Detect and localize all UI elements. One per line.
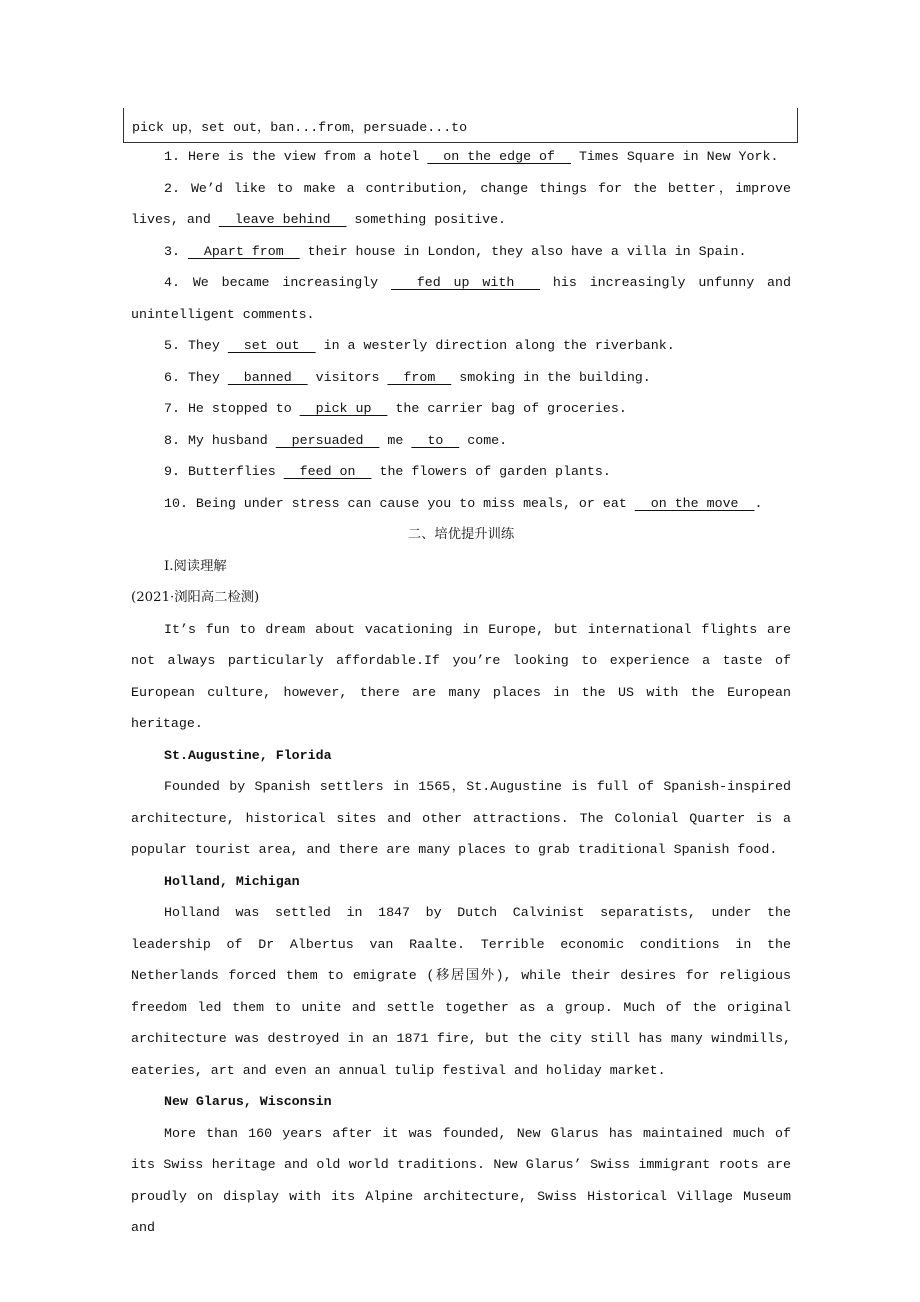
exercise-item: 4. We became increasingly fed up with his increasingly unfunny and unintelligent comments. bbox=[131, 275, 791, 322]
intro-paragraph: It’s fun to dream about vacationing in Europe, but international flights are not always particularly affordable.If you’re looking to experience a taste of European culture, however, there are many places in the US with the European heritage. bbox=[131, 621, 791, 731]
exercise-item: 6. They banned visitors from smoking in the building. bbox=[164, 369, 651, 385]
part-title: Ⅰ.阅读理解 bbox=[164, 558, 227, 574]
answer-blank: fed up with bbox=[391, 275, 541, 290]
exercise-item: 1. Here is the view from a hotel on the edge of Times Square in New York. bbox=[164, 149, 779, 164]
exercise-item: 3. Apart from their house in London, they also have a villa in Spain. bbox=[164, 243, 747, 259]
answer-blank: from bbox=[387, 369, 452, 385]
answer-blank: on the edge of bbox=[427, 149, 571, 164]
exercise-item: 10. Being under stress can cause you to miss meals, or eat on the move . bbox=[164, 495, 763, 511]
answer-blank: to bbox=[411, 432, 460, 448]
answer-blank: leave behind bbox=[218, 212, 347, 227]
exercise-item: 7. He stopped to pick up the carrier bag of groceries. bbox=[164, 401, 627, 416]
place-paragraph: Founded by Spanish settlers in 1565，St.Augustine is full of Spanish-inspired architecture, historical sites and other attractions. The Colonial Quarter is a popular tourist area, and there are many places to grab traditional Spanish food. bbox=[131, 779, 791, 857]
answer-blank: Apart from bbox=[187, 243, 300, 259]
answer-blank: banned bbox=[227, 369, 308, 385]
exercise-item: 9. Butterflies feed on the flowers of garden plants. bbox=[164, 464, 611, 479]
answer-blank: feed on bbox=[283, 464, 372, 479]
answer-blank: set out bbox=[227, 338, 316, 353]
word-bank: pick up，set out，ban...from，persuade...to bbox=[132, 120, 468, 135]
place-paragraph: More than 160 years after it was founded, New Glarus has maintained much of its Swiss heritage and old world traditions. New Glarus’ Swiss immigrant roots are proudly on display with its Alpine architecture, Swiss Historical Village Museum and bbox=[131, 1125, 791, 1235]
exercise-item: 2. We’d like to make a contribution, change things for the better，improve lives, and leave behind something positive. bbox=[131, 180, 791, 227]
word-bank-box bbox=[123, 108, 798, 143]
source-note: (2021·浏阳高二检测) bbox=[131, 590, 260, 605]
exercise-item: 8. My husband persuaded me to come. bbox=[164, 432, 508, 448]
answer-blank: pick up bbox=[299, 401, 388, 416]
exercise-item: 5. They set out in a westerly direction along the riverbank. bbox=[164, 338, 675, 353]
answer-blank: on the move bbox=[634, 495, 755, 511]
place-paragraph: Holland was settled in 1847 by Dutch Calvinist separatists, under the leadership of Dr Albertus van Raalte. Terrible economic conditions in the Netherlands forced them to emigrate (移居国外), while their desires for religious freedom led them to unite and settle together as a group. Much of the original architecture was destroyed in an 1871 fire, but the city still has many windmills, eateries, art and even an annual tulip festival and holiday market. bbox=[131, 905, 791, 1078]
place-heading: New Glarus, Wisconsin bbox=[164, 1094, 332, 1109]
answer-blank: persuaded bbox=[275, 432, 380, 448]
section-title: 二、培优提升训练 bbox=[407, 527, 515, 542]
document-body bbox=[131, 141, 791, 1244]
place-heading: Holland, Michigan bbox=[164, 873, 300, 889]
place-heading: St.Augustine, Florida bbox=[164, 747, 332, 763]
